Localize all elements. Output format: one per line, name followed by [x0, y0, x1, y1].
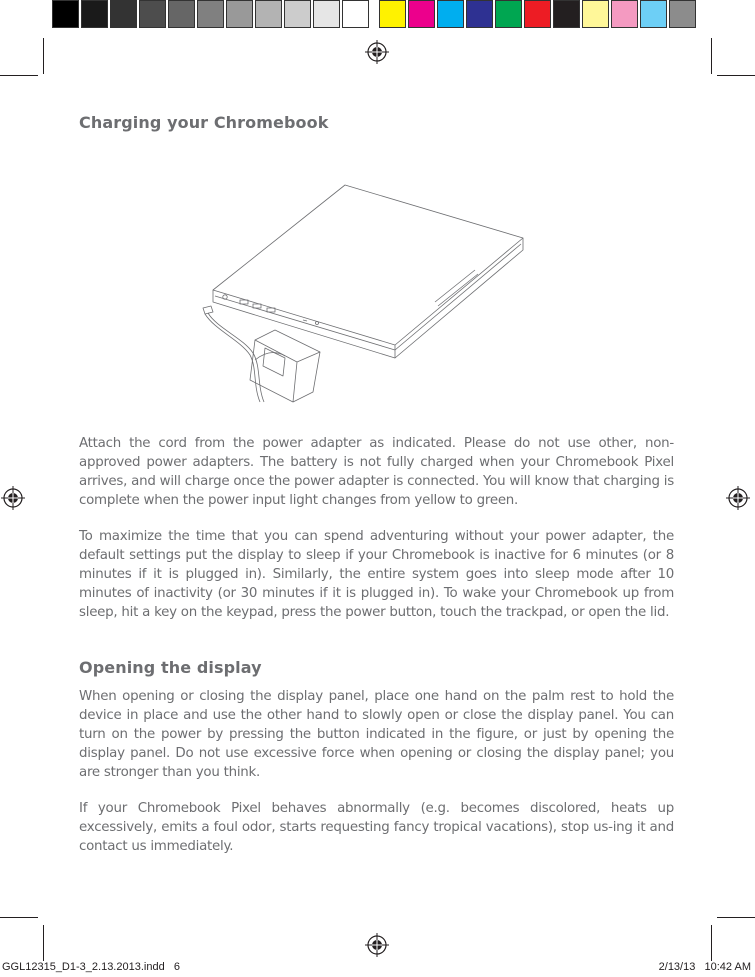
registration-mark-icon	[726, 486, 750, 510]
color-swatch	[226, 0, 253, 28]
paragraph-display-1: When opening or closing the display panel, place one hand on the palm rest to hold the device in place and use the other hand to slowly open or close the display panel. You can turn on the power by pressing the button indicated in the figure, or just by opening the display panel. Do not use excessive force when opening or closing the display panel; you are stronger than you think.	[79, 689, 674, 780]
crop-mark	[43, 925, 44, 961]
color-swatch	[495, 0, 522, 28]
color-swatch	[197, 0, 224, 28]
crop-mark	[717, 917, 755, 918]
paragraph-display-2: If your Chromebook Pixel behaves abnormally (e.g. becomes discolored, heats up excessively, emits a foul odor, starts requesting fancy tropical vacations), stop us-ing it and contact us immediately.	[79, 801, 674, 854]
crop-mark	[0, 75, 38, 76]
crop-mark	[717, 75, 755, 76]
laptop-with-power-adapter-illustration	[195, 180, 530, 415]
color-swatch	[255, 0, 282, 28]
color-swatch	[669, 0, 696, 28]
registration-mark-icon	[365, 40, 389, 64]
color-swatch	[52, 0, 79, 28]
crop-mark	[711, 925, 712, 961]
registration-mark-icon	[365, 933, 389, 957]
color-swatch	[168, 0, 195, 28]
color-swatch	[553, 0, 580, 28]
paragraph-charging-1: Attach the cord from the power adapter as indicated. Please do not use other, non-approved power adapters. The battery is not fully charged when your Chromebook Pixel arrives, and will charge once the power adapter is connected. You will know that charging is complete when the power input light changes from yellow to green.	[79, 436, 674, 508]
color-swatch	[110, 0, 137, 28]
color-swatch	[466, 0, 493, 28]
color-swatch	[408, 0, 435, 28]
color-swatch	[81, 0, 108, 28]
registration-mark-icon	[1, 486, 25, 510]
printer-color-bar	[52, 0, 698, 30]
color-swatch	[582, 0, 609, 28]
slug-date: 2/13/13 10:42 AM	[658, 961, 751, 973]
slug-file-name: GGL12315_D1-3_2.13.2013.indd 6	[2, 961, 180, 973]
color-swatch	[139, 0, 166, 28]
color-swatch	[611, 0, 638, 28]
crop-mark	[0, 917, 38, 918]
section-heading-display: Opening the display	[79, 658, 262, 677]
color-swatch	[342, 0, 369, 28]
color-swatch	[284, 0, 311, 28]
color-swatch	[437, 0, 464, 28]
color-swatch	[524, 0, 551, 28]
color-swatch	[379, 0, 406, 28]
paragraph-charging-2: To maximize the time that you can spend adventuring without your power adapter, the default settings put the display to sleep if your Chromebook is inactive for 6 minutes (or 8 minutes if it is plugged in). Similarly, the entire system goes into sleep mode after 10 minutes of inactivity (or 30 minutes if it is plugged in). To wake your Chromebook up from sleep, hit a key on the keypad, press the power button, touch the trackpad, or open the lid.	[79, 529, 674, 620]
crop-mark	[43, 38, 44, 74]
color-swatch	[640, 0, 667, 28]
color-swatch	[313, 0, 340, 28]
section-heading-charging: Charging your Chromebook	[79, 113, 329, 132]
crop-mark	[711, 38, 712, 74]
color-swatch	[371, 0, 379, 30]
